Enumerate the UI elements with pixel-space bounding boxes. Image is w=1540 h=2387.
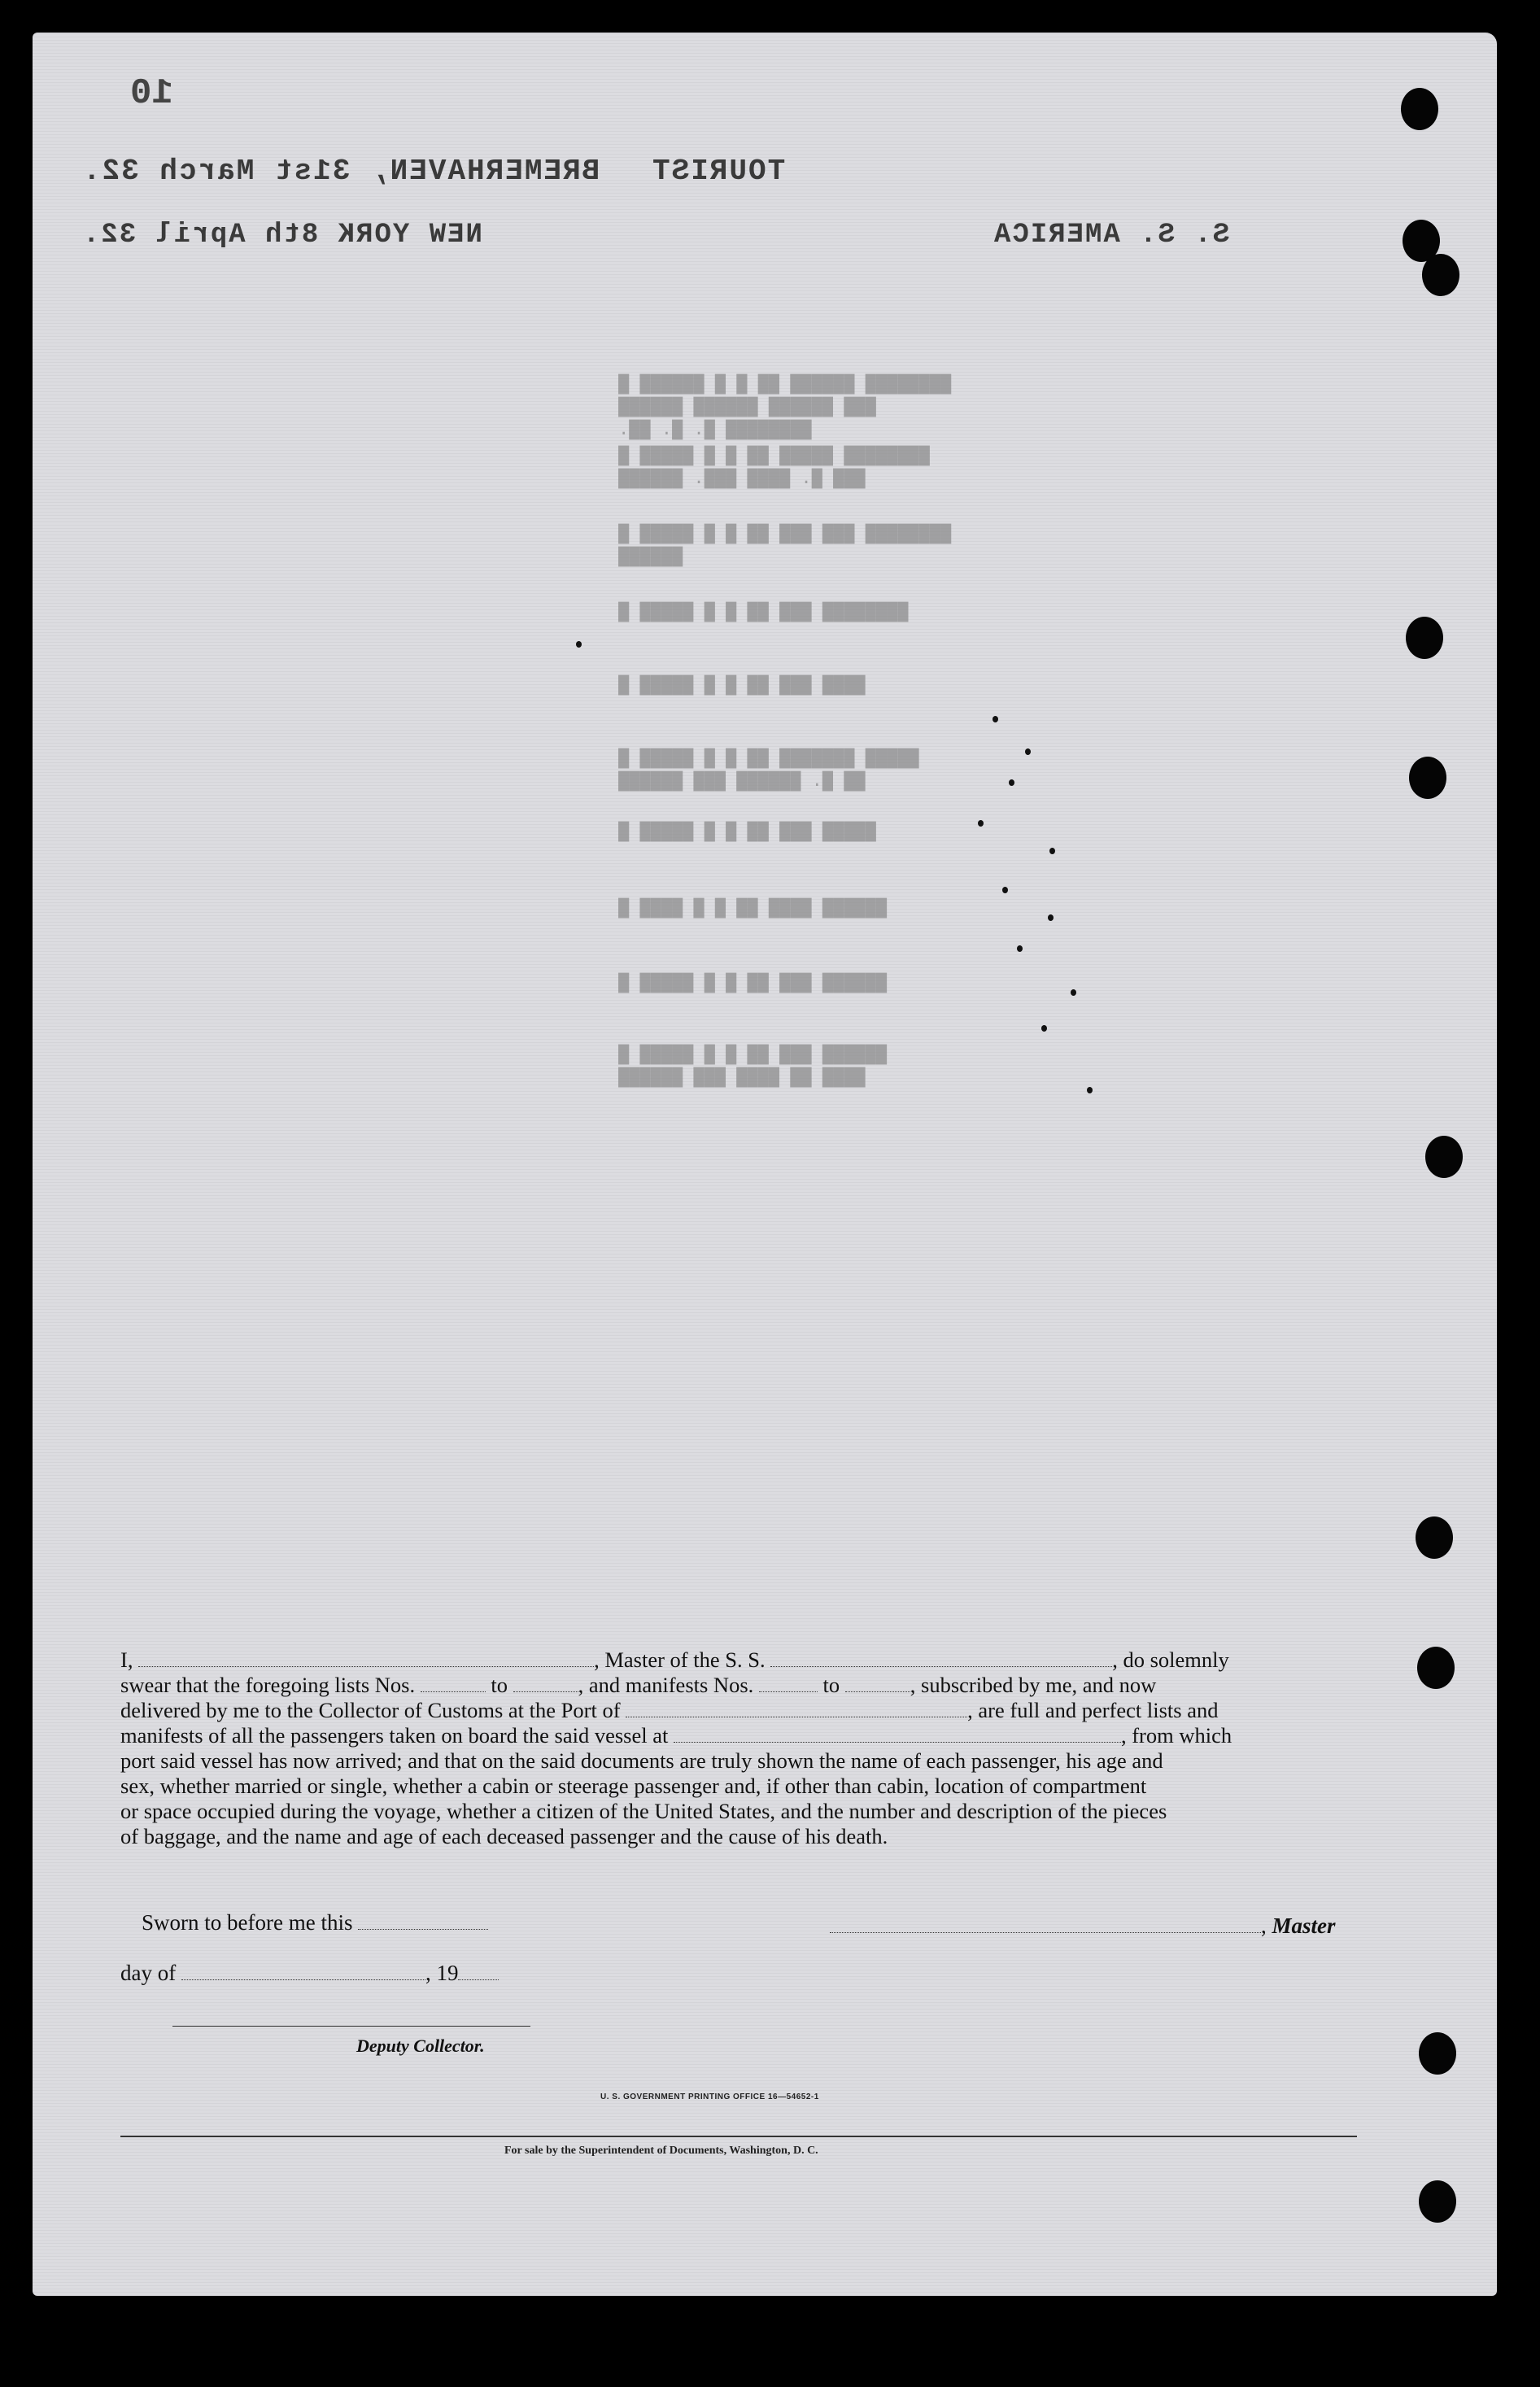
oath-line-2: swear that the foregoing lists Nos. to , and manifests Nos. to , subscribed by me, and now — [120, 1673, 1157, 1697]
oath-line-7: or space occupied during the voyage, whether a citizen of the United States, and the number and description of the pieces — [120, 1799, 1167, 1823]
punch-hole — [1406, 617, 1443, 659]
punch-hole — [1425, 1136, 1463, 1178]
footer-rule — [120, 2136, 1357, 2137]
oath-line-5: port said vessel has now arrived; and that on the said documents are truly shown the name of each passenger, his age and — [120, 1748, 1163, 1773]
deputy-collector-label: Deputy Collector. — [356, 2036, 485, 2056]
sworn-date-blank — [358, 1911, 488, 1930]
punch-hole — [1416, 1516, 1453, 1559]
master-signature: , Master — [830, 1914, 1336, 1939]
oath-line-1: I, , Master of the S. S. , do solemnly — [120, 1647, 1229, 1672]
punch-hole — [1419, 2032, 1456, 2075]
header-port-date: BREMERHAVEN, 31st March 32. — [81, 155, 600, 188]
punch-hole — [1419, 2180, 1456, 2223]
oath-line-6: sex, whether married or single, whether a cabin or steerage passenger and, if other than cabin, location of compartment — [120, 1774, 1147, 1798]
port-blank — [626, 1699, 967, 1717]
manifest-page: 10 BREMERHAVEN, 31st March 32. TOURIST NEW YORK 8th April 32. S. S. AMERICA ████████ ██████ ██ █ █ ██████ █ ███ ██████ ██████ ██████ ████████ █. █. ██. ████████ █████ ██ █ █ █████ █ ███ █. ████ ███. ██████ ████████ ███ ███ ██ █ █ █████ █ ██████ ████████ ███ ██ █ █ █████ █ ████ ███ ██ █ █ █████ █ █████ ███████ ██ █ █ █████ █ ██ █. ██████ ███ ██████ █████ ███ ██ █ █ █████ █ ██████ ████ ██ █ █ ████ █ ██████ ███ ██ █ █ █████ █ ██████ ███ ██ █ █ █████ █ ████ ██ ████ ███ ██████ I, , Master of the S. S. , do solemnly swear that the foregoing lists Nos. to , and manifests Nos. to , subscribed by me, and now delivered by me to the Collector of Customs at the Port of , are full and perfect lists and manifests of all the passengers taken on board the said vessel at , from which port said vessel has now arrived; and that on the said documents are truly shown the name of each passenger, his age and sex, whether married or single, whether a cabin or steerage passenger and, if other than cabin, location of compartment or space occupied during the voyage, whether a citizen of the United States, and the number and description of the pieces of baggage, and the name and age of each deceased passenger and the cause of his death. Sworn to before me this , Master day of , 19 Deputy Collector. U. S. GOVERNMENT PRINTING OFFICE 16—54652-1 For sale by the Superintendent of Documents, Washington, D. C. — [33, 33, 1497, 2296]
master-signature-blank — [830, 1914, 1261, 1933]
deputy-signature-line — [172, 2026, 530, 2027]
header-class: TOURIST — [651, 155, 786, 188]
master-name-blank — [138, 1648, 594, 1667]
sworn-before: Sworn to before me this — [142, 1910, 488, 1935]
oath-line-3: delivered by me to the Collector of Customs at the Port of , are full and perfect lists and — [120, 1698, 1219, 1722]
punch-hole — [1422, 254, 1459, 296]
ship-name-blank — [770, 1648, 1112, 1667]
punch-hole — [1401, 88, 1438, 130]
day-of: day of , 19 — [120, 1961, 499, 1986]
header-arrival: NEW YORK 8th April 32. — [81, 220, 482, 251]
punch-hole — [1409, 757, 1446, 799]
day-of-blank — [181, 1962, 425, 1980]
printing-office-imprint: U. S. GOVERNMENT PRINTING OFFICE 16—54652-1 — [600, 2092, 819, 2101]
punch-hole — [1417, 1647, 1455, 1689]
year-blank — [458, 1962, 499, 1980]
oath-line-8: of baggage, and the name and age of each deceased passenger and the cause of his death. — [120, 1824, 888, 1848]
oath-text — [120, 1647, 1354, 1849]
page-number: 10 — [130, 73, 173, 114]
oath-line-4: manifests of all the passengers taken on board the said vessel at , from which — [120, 1723, 1232, 1748]
header-ship: S. S. AMERICA — [992, 220, 1230, 251]
vessel-port-blank — [674, 1724, 1121, 1743]
for-sale-notice: For sale by the Superintendent of Documents, Washington, D. C. — [504, 2145, 818, 2157]
